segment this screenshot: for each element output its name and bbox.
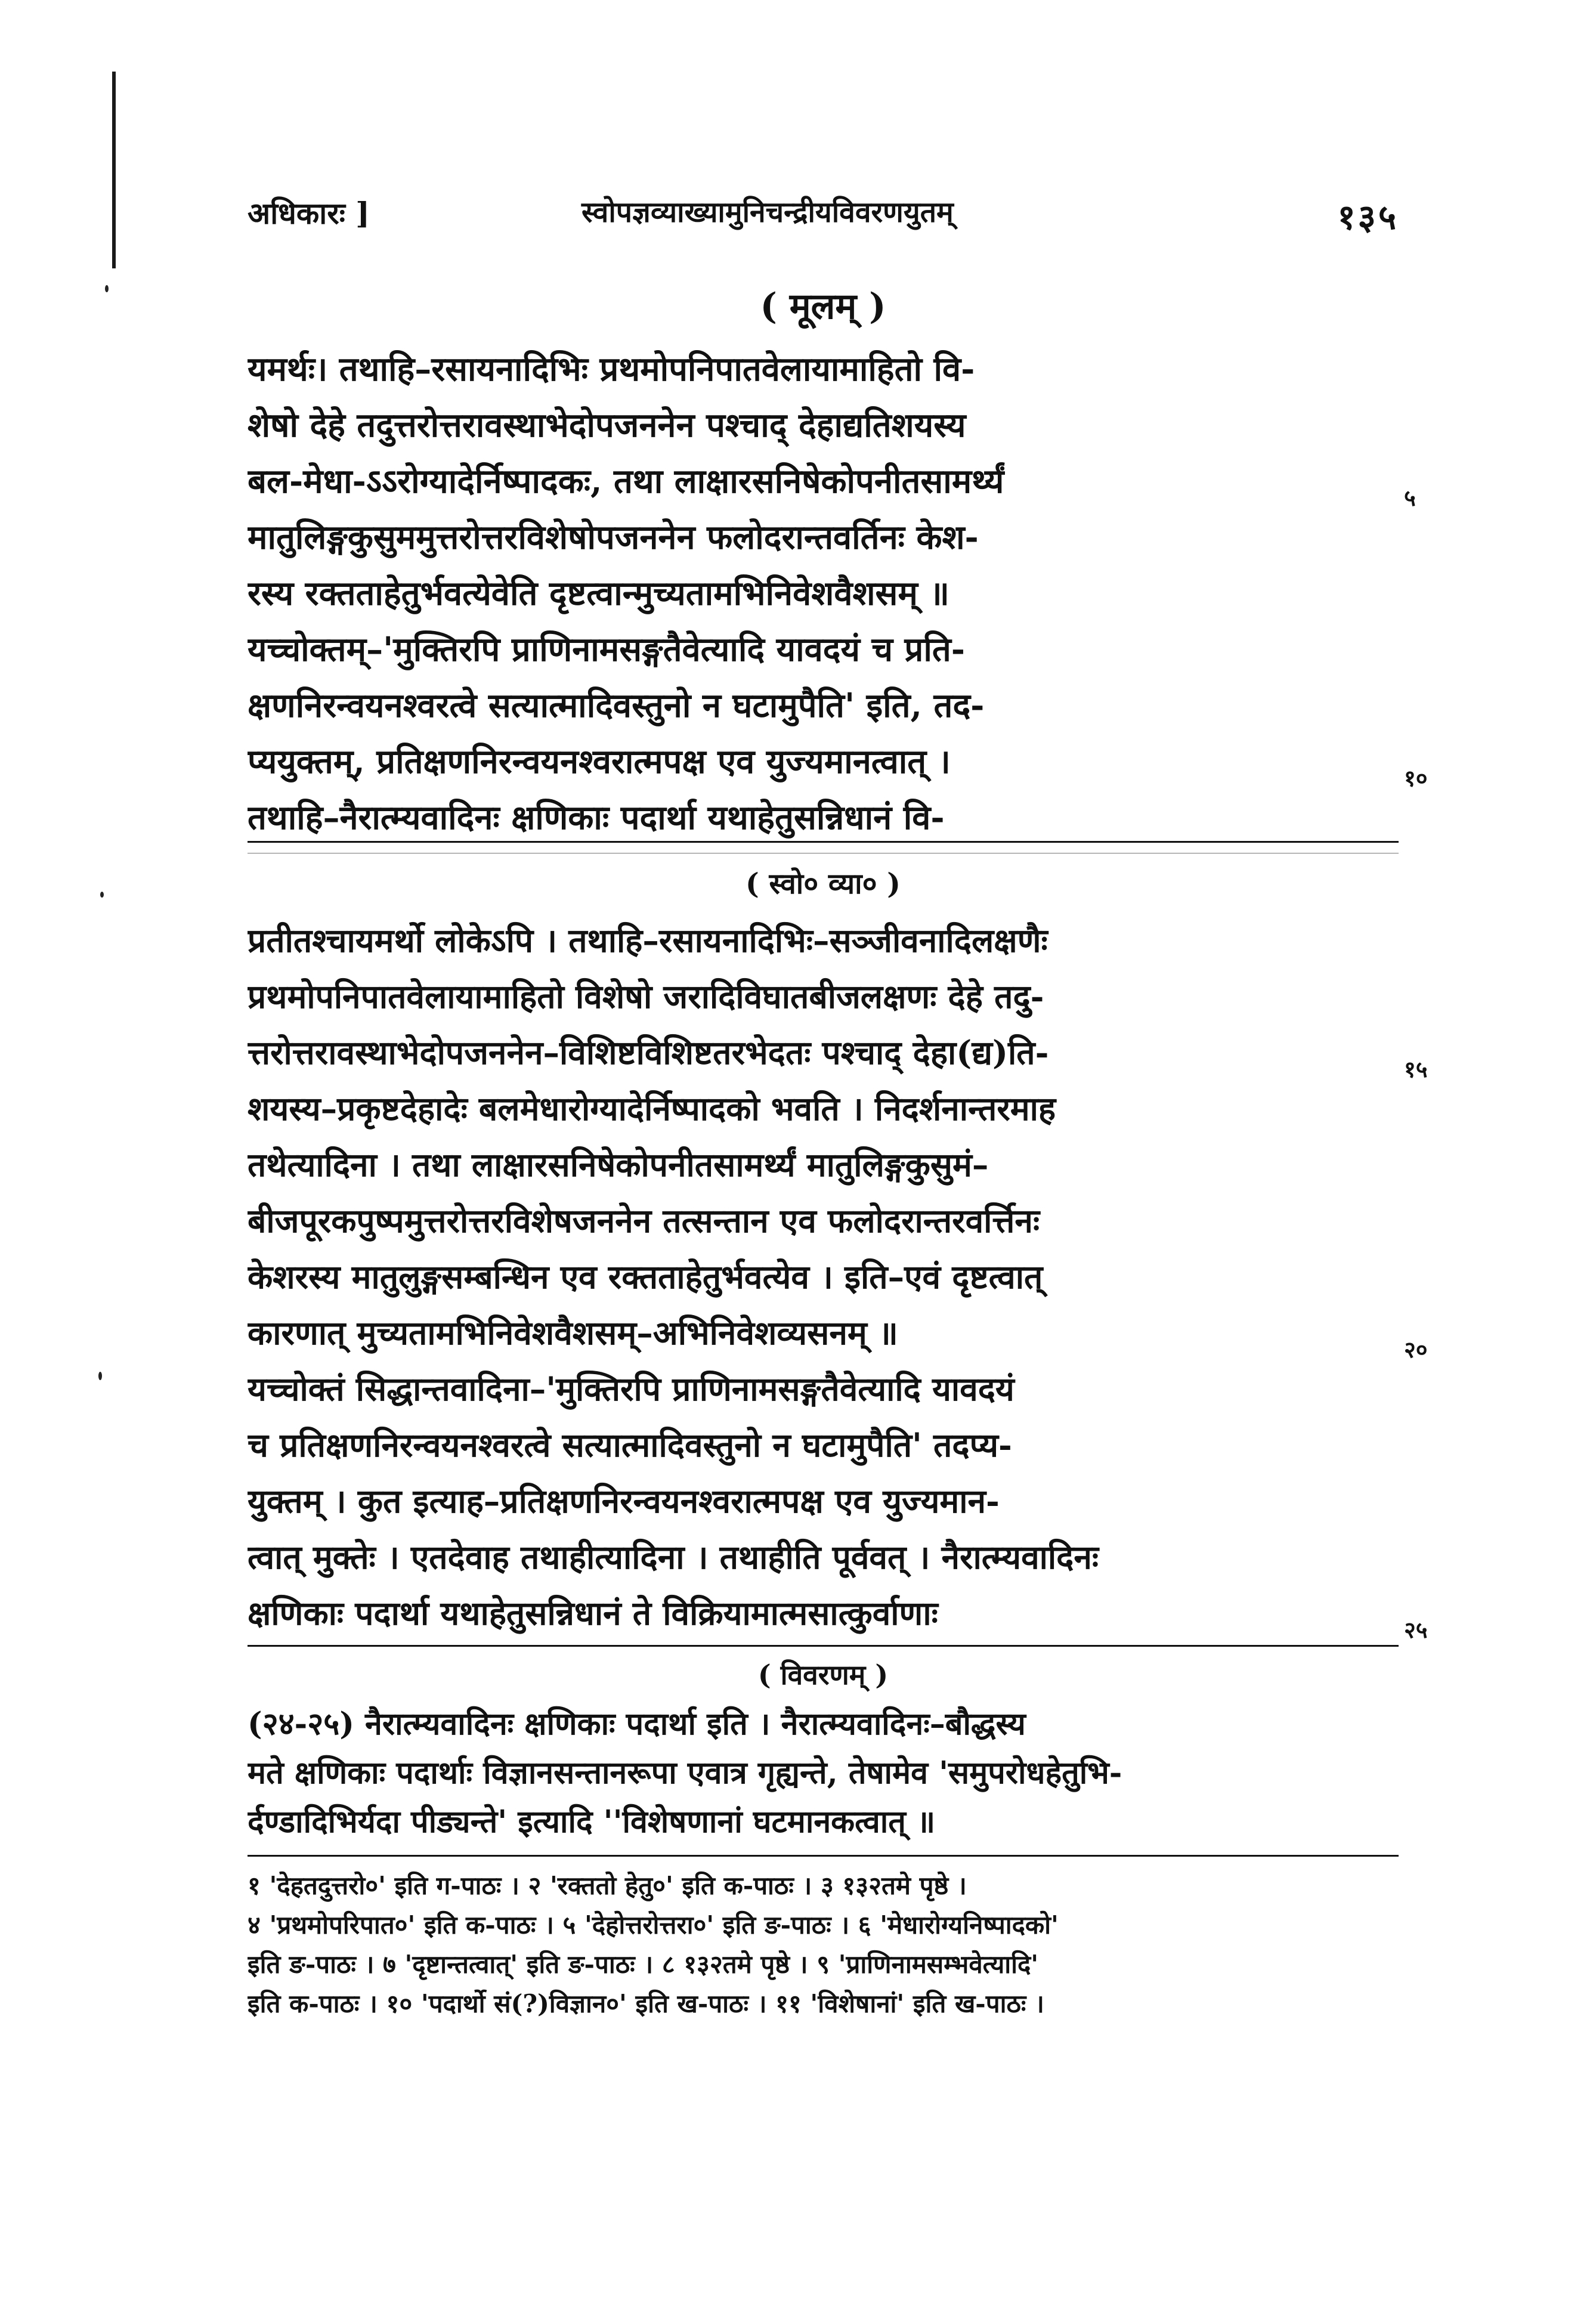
vyakhya-line: त्वात् मुक्तेः । एतदेवाह तथाहीत्यादिना । तथाहीति पूर्ववत् । नैरात्म्यवादिनः [248, 1538, 1099, 1576]
footnote-divider [248, 1855, 1399, 1857]
section-divider [248, 841, 1399, 843]
header-book-title: स्वोपज्ञव्याख्यामुनिचन्द्रीयविवरणयुतम् [582, 196, 954, 229]
mulam-line: तथाहि–नैरात्म्यवादिनः क्षणिकाः पदार्था यथाहेतुसन्निधानं वि- [248, 798, 945, 837]
vivaranam-title: ( विवरणम् ) [757, 1659, 889, 1691]
mulam-line: मातुलिङ्गकुसुममुत्तरोत्तरविशेषोपजननेन फलोदरान्तवर्तिनः केश- [248, 518, 979, 557]
mulam-line: प्ययुक्तम्, प्रतिक्षणनिरन्वयनश्वरात्मपक्ष एव युज्यमानत्वात् । [248, 742, 951, 781]
vyakhya-line: च प्रतिक्षणनिरन्वयनश्वरत्वे सत्यात्मादिवस्तुनो न घटामुपैति' तदप्य- [248, 1425, 1012, 1464]
mulam-line: शेषो देहे तदुत्तरोत्तरावस्थाभेदोपजननेन पश्चाद् देहाद्यतिशयस्य [248, 406, 966, 445]
vyakhya-line: यच्चोक्तं सिद्धान्तवादिना–'मुक्तिरपि प्राणिनामसङ्गतैवेत्यादि यावदयं [248, 1369, 1014, 1408]
footnote-line: ४ 'प्रथमोपरिपात०' इति क-पाठः । ५ 'देहोत्तरोत्तरा०' इति ङ-पाठः । ६ 'मेधारोग्यनिष्पादको' [248, 1910, 1059, 1940]
line-number: ५ [1404, 484, 1416, 511]
vyakhya-line: शयस्य–प्रकृष्टदेहादेः बलमेधारोग्यादेर्निष्पादको भवति । निदर्शनान्तरमाह [248, 1089, 1056, 1128]
vyakhya-line: कारणात् मुच्यतामभिनिवेशवैशसम्–अभिनिवेशव्यसनम् ॥ [248, 1313, 898, 1352]
mulam-line: यच्चोक्तम्–'मुक्तिरपि प्राणिनामसङ्गतैवेत्यादि यावदयं च प्रति- [248, 630, 966, 669]
vyakhya-line: युक्तम् । कुत इत्याह–प्रतिक्षणनिरन्वयनश्वरात्मपक्ष एव युज्यमान- [248, 1482, 1000, 1520]
vivaranam-line: मते क्षणिकाः पदार्थाः विज्ञानसन्तानरूपा एवात्र गृह्यन्ते, तेषामेव 'समुपरोधहेतुभि- [248, 1755, 1122, 1791]
section-divider [248, 1645, 1399, 1647]
vivaranam-line: र्दण्डादिभिर्यदा पीड्यन्ते' इत्यादि ''विशेषणानां घटमानकत्वात् ॥ [248, 1804, 936, 1840]
vyakhya-line: बीजपूरकपुष्पमुत्तरोत्तरविशेषजननेन तत्सन्तान एव फलोदरान्तरवर्त्तिनः [248, 1201, 1040, 1240]
footnote-line: इति ङ-पाठः । ७ 'दृष्टान्तत्वात्' इति ङ-पाठः । ८ १३२तमे पृष्ठे । ९ 'प्राणिनामसम्भवेत्यादि' [248, 1950, 1039, 1979]
line-number: १५ [1404, 1056, 1428, 1083]
scan-speck [105, 285, 109, 292]
header-section-label: अधिकारः ] [248, 196, 370, 231]
vivaranam-line: (२४-२५) नैरात्म्यवादिनः क्षणिकाः पदार्था इति । नैरात्म्यवादिनः–बौद्धस्य [248, 1706, 1026, 1742]
vyakhya-line: केशरस्य मातुलुङ्गसम्बन्धिन एव रक्तताहेतुर्भवत्येव । इति–एवं दृष्टत्वात् [248, 1257, 1043, 1296]
footnote-line: १ 'देहतदुत्तरो०' इति ग-पाठः । २ 'रक्ततो हेतु०' इति क-पाठः । ३ १३२तमे पृष्ठे । [248, 1871, 967, 1900]
vyakhya-line: त्तरोत्तरावस्थाभेदोपजननेन–विशिष्टविशिष्टतरभेदतः पश्चाद् देहा(द्य)ति- [248, 1033, 1049, 1072]
scan-speck [98, 1372, 102, 1380]
mulam-line: बल-मेधा-ऽऽरोग्यादेर्निष्पादकः, तथा लाक्षारसनिषेकोपनीतसामर्थ्यं [248, 462, 1004, 501]
mulam-line: क्षणनिरन्वयनश्वरत्वे सत्यात्मादिवस्तुनो न घटामुपैति' इति, तद- [248, 686, 985, 725]
vyakhya-line: क्षणिकाः पदार्था यथाहेतुसन्निधानं ते विक्रियामात्मसात्कुर्वाणाः [248, 1594, 938, 1632]
vyakhya-line: प्रथमोपनिपातवेलायामाहितो विशेषो जरादिविघातबीजलक्षणः देहे तदु- [248, 977, 1044, 1016]
mulam-title: ( मूलम् ) [760, 286, 886, 327]
mulam-line: रस्य रक्तताहेतुर्भवत्येवेति दृष्टत्वान्मुच्यतामभिनिवेशवैशसम् ॥ [248, 574, 949, 613]
running-header [248, 192, 1399, 237]
line-number: २० [1404, 1336, 1428, 1363]
page-number: १३५ [1337, 197, 1399, 237]
vyakhya-line: प्रतीतश्चायमर्थो लोकेऽपि । तथाहि–रसायनादिभिः–सञ्जीवनादिलक्षणैः [248, 921, 1048, 960]
line-number: १० [1404, 765, 1428, 791]
scan-speck [100, 892, 104, 898]
line-number: २५ [1404, 1616, 1428, 1643]
mulam-line: यमर्थः। तथाहि–रसायनादिभिः प्रथमोपनिपातवेलायामाहितो वि- [248, 350, 975, 389]
footnote-line: इति क-पाठः । १० 'पदार्थो सं(?)विज्ञान०' इति ख-पाठः । ११ 'विशेषानां' इति ख-पाठः । [248, 1989, 1044, 2018]
margin-scan-line [112, 72, 116, 268]
vyakhya-title: ( स्वो० व्या० ) [746, 867, 901, 901]
vyakhya-line: तथेत्यादिना । तथा लाक्षारसनिषेकोपनीतसामर्थ्यं मातुलिङ्गकुसुमं– [248, 1145, 989, 1184]
